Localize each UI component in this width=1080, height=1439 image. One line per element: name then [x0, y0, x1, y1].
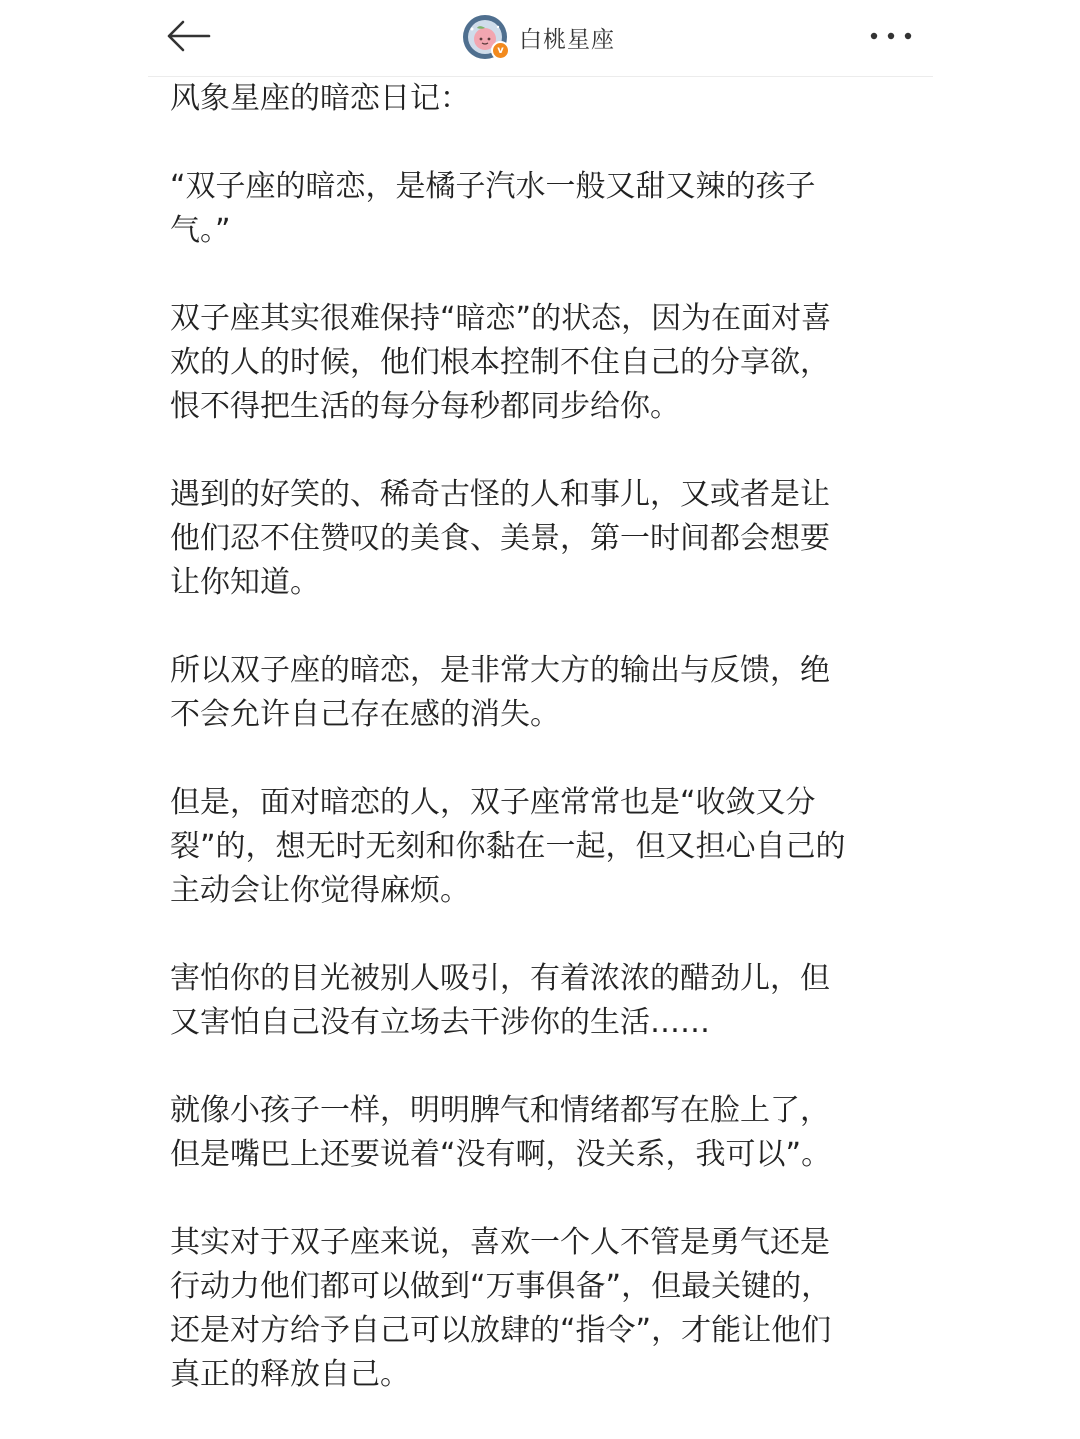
author-name[interactable]: 白桃星座 — [519, 26, 615, 53]
paragraph: 就像小孩子一样，明明脾气和情绪都写在脸上了， 但是嘴巴上还要说着“没有啊，没关系，我可以”。 — [170, 1093, 832, 1172]
paragraph: 害怕你的目光被别人吸引，有着浓浓的醋劲儿，但 又害怕自己没有立场去干涉你的生活…… — [170, 961, 830, 1040]
paragraph: 但是，面对暗恋的人，双子座常常也是“收敛又分 裂”的，想无时无刻和你黏在一起，但又担心自己的 主动会让你觉得麻烦。 — [170, 785, 846, 908]
paragraph-quote: “双子座的暗恋，是橘子汽水一般又甜又辣的孩子 气。” — [170, 169, 816, 248]
top-bar — [148, 0, 933, 77]
note-content — [170, 77, 920, 1397]
verified-badge: v — [491, 41, 510, 60]
more-dots-icon — [869, 31, 913, 41]
paragraph: 遇到的好笑的、稀奇古怪的人和事儿，又或者是让 他们忍不住赞叹的美食、美景，第一时间都会想要 让你知道。 — [170, 477, 830, 600]
arrow-left-icon — [165, 19, 211, 53]
more-button[interactable] — [863, 18, 919, 54]
avatar[interactable] — [463, 15, 507, 59]
paragraph-title: 风象星座的暗恋日记： — [170, 81, 470, 116]
note-screen — [148, 0, 933, 1439]
paragraph: 双子座其实很难保持“暗恋”的状态，因为在面对喜 欢的人的时候，他们根本控制不住自己的分享欲， 恨不得把生活的每分每秒都同步给你。 — [170, 301, 832, 424]
back-button[interactable] — [162, 12, 214, 60]
author-info[interactable] — [463, 13, 615, 61]
paragraph: 所以双子座的暗恋，是非常大方的输出与反馈，绝 不会允许自己存在感的消失。 — [170, 653, 830, 732]
paragraph: 其实对于双子座来说，喜欢一个人不管是勇气还是 行动力他们都可以做到“万事俱备”，但最关键的， 还是对方给予自己可以放肆的“指令”，才能让他们 真正的释放自己。 — [170, 1225, 832, 1392]
